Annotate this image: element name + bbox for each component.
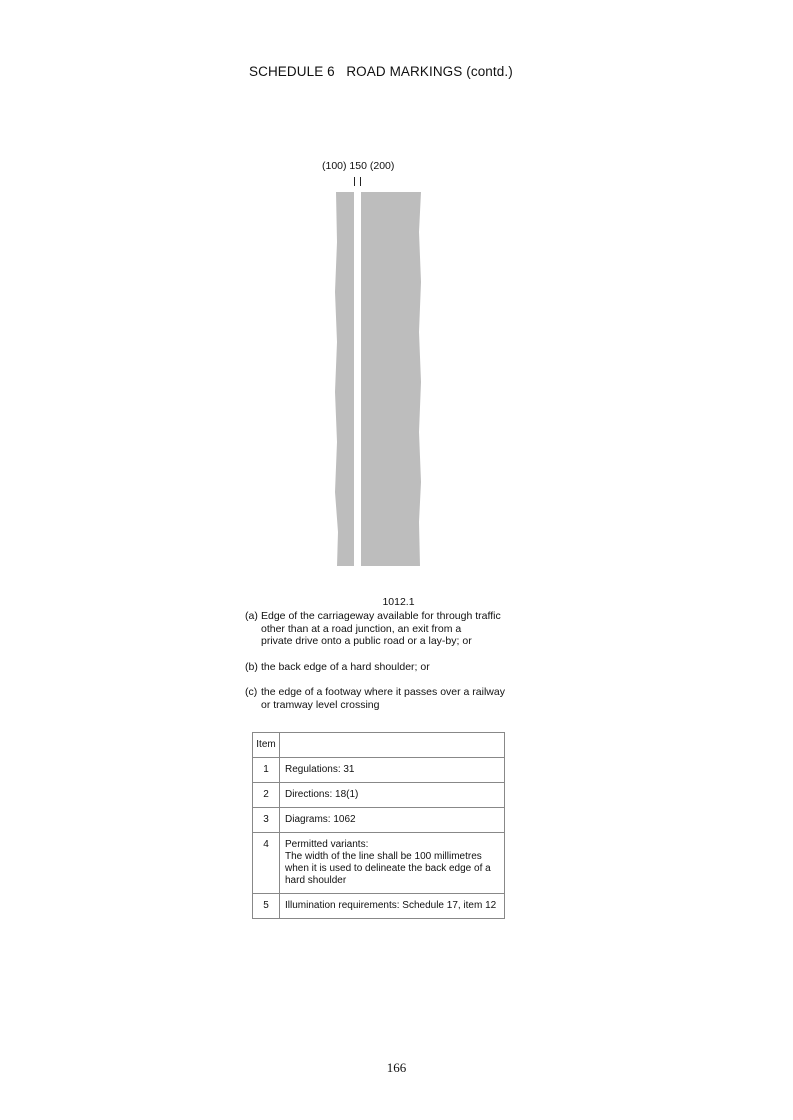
table-cell-item: 5 — [253, 894, 280, 919]
page-title: SCHEDULE 6 ROAD MARKINGS (contd.) — [249, 64, 513, 79]
diagram-number: 1012.1 — [382, 596, 415, 608]
road-marking-diagram — [335, 192, 421, 566]
clause-a — [245, 610, 545, 648]
table-row — [253, 758, 505, 783]
clause-marker: (b) — [245, 660, 258, 673]
clause-b — [245, 661, 545, 674]
table-cell-item: 4 — [253, 833, 280, 894]
clause-text: the edge of a footway where it passes over a railway or tramway level crossing — [261, 686, 505, 711]
clause-text: the back edge of a hard shoulder; or — [261, 660, 430, 673]
road-marking-illustration — [335, 192, 421, 566]
page-number: 166 — [386, 1060, 407, 1075]
clause-c — [245, 686, 545, 711]
diagram-caption — [0, 596, 793, 608]
table-cell-desc: Illumination requirements: Schedule 17, item 12 — [280, 894, 505, 919]
table-row — [253, 783, 505, 808]
clause-marker: (a) — [245, 610, 258, 622]
table-row — [253, 833, 505, 894]
dimension-label: (100) 150 (200) — [322, 160, 395, 172]
table-cell-desc: Permitted variants: The width of the line shall be 100 millimetres when it is used to delineate the back edge of a hard shoulder — [280, 833, 505, 894]
table-row — [253, 808, 505, 833]
clause-text: Edge of the carriageway available for through traffic other than at a road junction, an exit from a private drive onto a public road or a lay-by; or — [261, 610, 501, 648]
table-header-row — [253, 733, 505, 758]
table-cell-item: 2 — [253, 783, 280, 808]
requirements-table — [252, 732, 505, 919]
edge-line — [354, 192, 361, 566]
clause-list — [245, 610, 545, 725]
table-cell-item: 1 — [253, 758, 280, 783]
table-cell-desc: Directions: 18(1) — [280, 783, 505, 808]
table-cell-item: 3 — [253, 808, 280, 833]
dimension-tick-left — [354, 177, 355, 186]
table-header-desc — [280, 733, 505, 758]
table-header-item: Item — [253, 733, 280, 758]
clause-marker: (c) — [245, 686, 258, 699]
carriageway-surface-right — [361, 192, 421, 566]
table-row — [253, 894, 505, 919]
table-cell-desc: Regulations: 31 — [280, 758, 505, 783]
dimension-tick-right — [360, 177, 361, 186]
carriageway-surface-left — [335, 192, 354, 566]
table-cell-desc: Diagrams: 1062 — [280, 808, 505, 833]
